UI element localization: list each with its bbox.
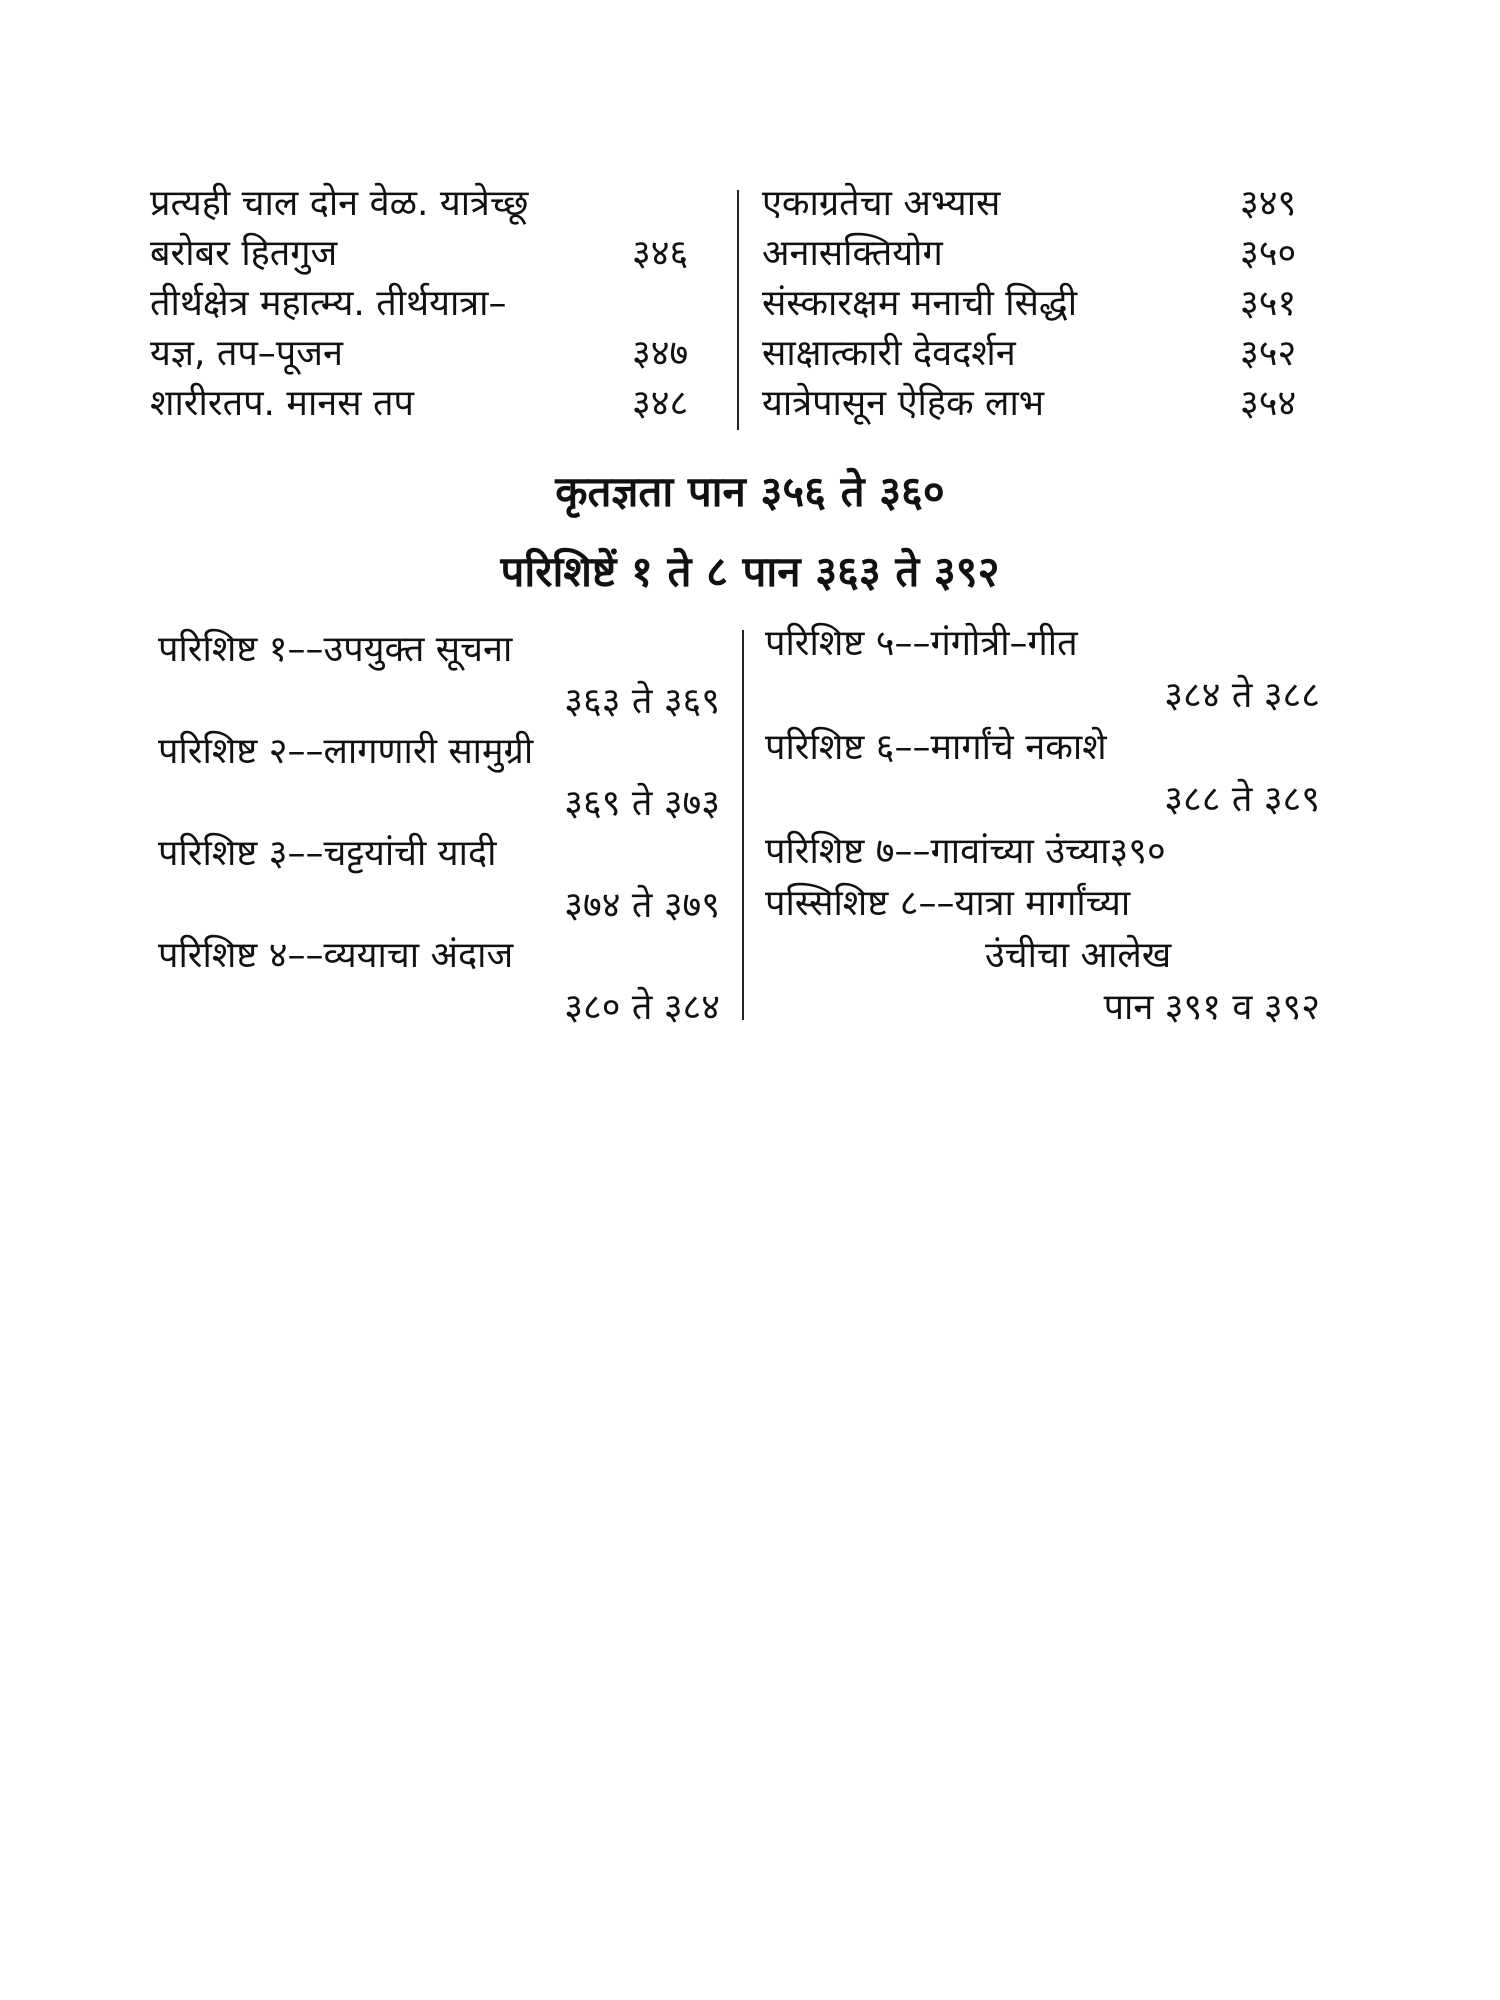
- appendix-left-pages-3: ३८० ते ३८४: [564, 987, 720, 1028]
- appendix-left-title-1: परिशिष्ट २––लागणारी सामुग्री: [158, 731, 534, 772]
- toc-left-page-3: ३४७: [632, 333, 689, 374]
- toc-right-page-0: ३४९: [1240, 183, 1297, 224]
- toc-left-title-2: तीर्थक्षेत्र महात्म्य. तीर्थयात्रा–: [150, 283, 507, 324]
- toc-right-page-2: ३५१: [1240, 283, 1297, 324]
- appendix-left-pages-1: ३६९ ते ३७३: [564, 783, 720, 824]
- toc-left-title-0: प्रत्यही चाल दोन वेळ. यात्रेच्छू: [150, 183, 529, 224]
- toc-right-title-3: साक्षात्कारी देवदर्शन: [762, 333, 1016, 374]
- toc-left-title-1: बरोबर हितगुज: [150, 233, 338, 274]
- appendix-left-title-3: परिशिष्ट ४––व्ययाचा अंदाज: [158, 935, 514, 976]
- appendix-right-pages-3: पान ३९१ व ३९२: [1103, 987, 1320, 1028]
- toc-left-title-4: शारीरतप. मानस तप: [150, 383, 415, 424]
- toc-column-divider: [737, 190, 739, 430]
- toc-right-page-4: ३५४: [1240, 383, 1297, 424]
- toc-right-title-1: अनासक्तियोग: [762, 233, 943, 274]
- appendix-left-pages-2: ३७४ ते ३७९: [564, 885, 720, 926]
- appendix-right-title-0: परिशिष्ट ५––गंगोत्री–गीत: [765, 623, 1078, 664]
- appendix-right-pages-0: ३८४ ते ३८८: [1164, 675, 1320, 716]
- appendix-left-title-2: परिशिष्ट ३––चट्टयांची यादी: [158, 833, 497, 874]
- appendix-right-title-1: परिशिष्ट ६––मार्गांचे नकाशे: [765, 727, 1107, 768]
- appendix-column-divider: [742, 630, 744, 1020]
- appendix-right-subtitle-3: उंचीचा आलेख: [985, 935, 1172, 976]
- appendix-left-pages-0: ३६३ ते ३६९: [564, 681, 720, 722]
- toc-right-page-1: ३५०: [1240, 233, 1297, 274]
- appendix-right-title-2: परिशिष्ट ७––गावांच्या उंच्या३९०: [765, 831, 1166, 872]
- toc-right-page-3: ३५२: [1240, 333, 1297, 374]
- appendix-right-pages-1: ३८८ ते ३८९: [1164, 779, 1320, 820]
- gratitude-heading: कृतज्ञता पान ३५६ ते ३६०: [555, 467, 945, 516]
- toc-left-title-3: यज्ञ, तप–पूजन: [150, 333, 343, 374]
- toc-left-page-4: ३४८: [632, 383, 689, 424]
- appendices-heading: परिशिष्टें १ ते ८ पान ३६३ ते ३९२: [500, 547, 1000, 596]
- appendix-left-title-0: परिशिष्ट १––उपयुक्त सूचना: [158, 629, 513, 670]
- toc-left-page-1: ३४६: [632, 233, 689, 274]
- toc-right-title-2: संस्कारक्षम मनाची सिद्धी: [762, 283, 1078, 324]
- appendix-right-title-3: पस्सिशिष्ट ८––यात्रा मार्गांच्या: [765, 883, 1131, 924]
- toc-right-title-0: एकाग्रतेचा अभ्यास: [762, 183, 1001, 224]
- toc-right-title-4: यात्रेपासून ऐहिक लाभ: [762, 383, 1045, 424]
